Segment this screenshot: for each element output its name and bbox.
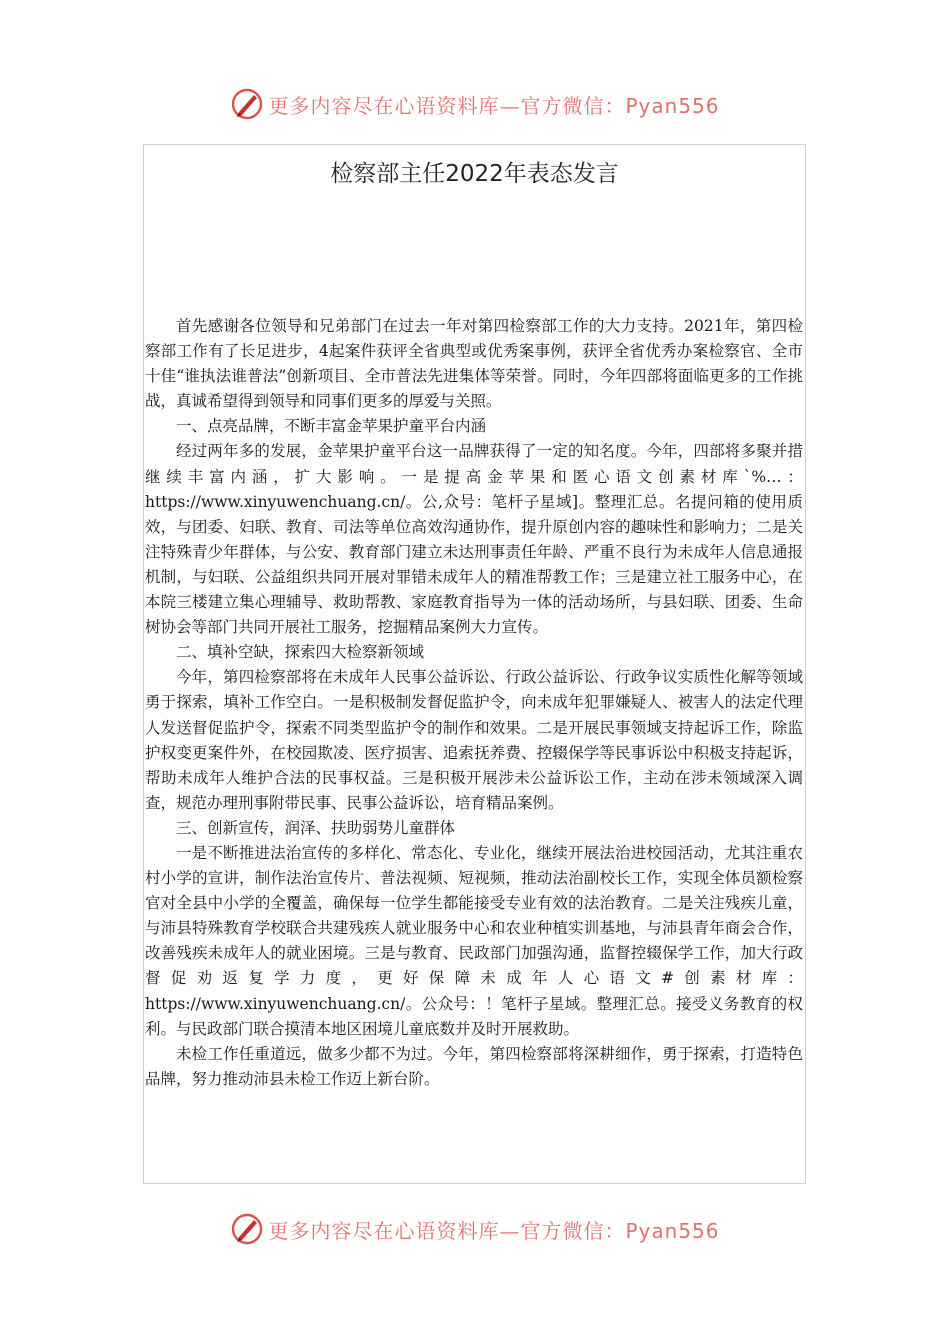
document-body <box>145 314 803 1092</box>
paragraph: 一是不断推进法治宣传的多样化、常态化、专业化，继续开展法治进校园活动，尤其注重农村小学的宣讲，制作法治宣传片、普法视频、短视频，推动法治副校长工作，实现全体员额检察官对全县中小学的全覆盖，确保每一位学生都能接受专业有效的法治教育。二是关注残疾儿童，与沛县特殊教育学校联合共建残疾人就业服务中心和农业种植实训基地，与沛县青年商会合作，改善残疾未成年人的就业困境。三是与教育、民政部门加强沟通，监督控辍保学工作，加大行政督促劝返复学力度，更好保障未成年人心语文#创素材库：https://www.xinyuwenchuang.cn/。公众号：！笔杆子星域。整理汇总。接受义务教育的权利。与民政部门联合摸清本地区困境儿童底数并及时开展救助。 <box>145 843 803 1038</box>
paragraph: 未检工作任重道远，做多少都不为过。今年，第四检察部将深耕细作，勇于探索，打造特色品牌，努力推动沛县未检工作迈上新台阶。 <box>145 1044 803 1088</box>
section-heading: 二、填补空缺，探索四大检察新领域 <box>176 643 425 662</box>
wechat-id: Pyan556 <box>625 93 720 118</box>
paragraph: 首先感谢各位领导和兄弟部门在过去一年对第四检察部工作的大力支持。2021年，第四检察部工作有了长足进步，4起案件获评全省典型或优秀案事例，获评全省优秀办案检察官、全市十佳“谁执法谁普法”创新项目、全市普法先进集体等荣誉。同时，今年四部将面临更多的工作挑战，真诚希望得到领导和同事们更多的厚爱与关照。 <box>145 317 803 411</box>
pen-logo-icon <box>230 1212 264 1246</box>
banner-text: 更多内容尽在心语资料库—官方微信：Pyan556 <box>268 93 720 118</box>
section-heading: 一、点亮品牌，不断丰富金苹果护童平台内涵 <box>176 417 487 436</box>
section-heading: 三、创新宣传，润泽、扶助弱势儿童群体 <box>176 818 456 837</box>
header-watermark-banner <box>0 82 950 126</box>
footer-watermark-banner <box>0 1207 950 1251</box>
banner-text: 更多内容尽在心语资料库—官方微信：Pyan556 <box>268 1218 720 1243</box>
wechat-id: Pyan556 <box>625 1218 720 1243</box>
paragraph: 经过两年多的发展，金苹果护童平台这一品牌获得了一定的知名度。今年，四部将多聚并措继续丰富内涵，扩大影响。一是提高金苹果和匿心语文创素材库`%…：https://www.xinyuwenchuang.cn/。公,众号：笔杆子星域]。整理汇总。名提问箱的使用质效，与团委、妇联、教育、司法等单位高效沟通协作，提升原创内容的趣味性和影响力；二是关注特殊青少年群体，与公安、教育部门建立未达刑事责任年龄、严重不良行为未成年人信息通报机制，与妇联、公益组织共同开展对罪错未成年人的精准帮教工作；三是建立社工服务中心，在本院三楼建立集心理辅导、救助帮教、家庭教育指导为一体的活动场所，与县妇联、团委、生命树协会等部门共同开展社工服务，挖掘精品案例大力宣传。 <box>145 442 803 637</box>
pen-logo-icon <box>230 87 264 121</box>
document-title: 检察部主任2022年表态发言 <box>330 161 619 187</box>
paragraph: 今年，第四检察部将在未成年人民事公益诉讼、行政公益诉讼、行政争议实质性化解等领域勇于探索，填补工作空白。一是积极制发督促监护令，向未成年犯罪嫌疑人、被害人的法定代理人发送督促监护令，探索不同类型监护令的制作和效果。二是开展民事领域支持起诉工作，除监护权变更案件外，在校园欺凌、医疗损害、追索抚养费、控辍保学等民事诉讼中积极支持起诉，帮助未成年人维护合法的民事权益。三是积极开展涉未公益诉讼工作，主动在涉未领域深入调查，规范办理刑事附带民事、民事公益诉讼，培育精品案例。 <box>145 668 803 812</box>
